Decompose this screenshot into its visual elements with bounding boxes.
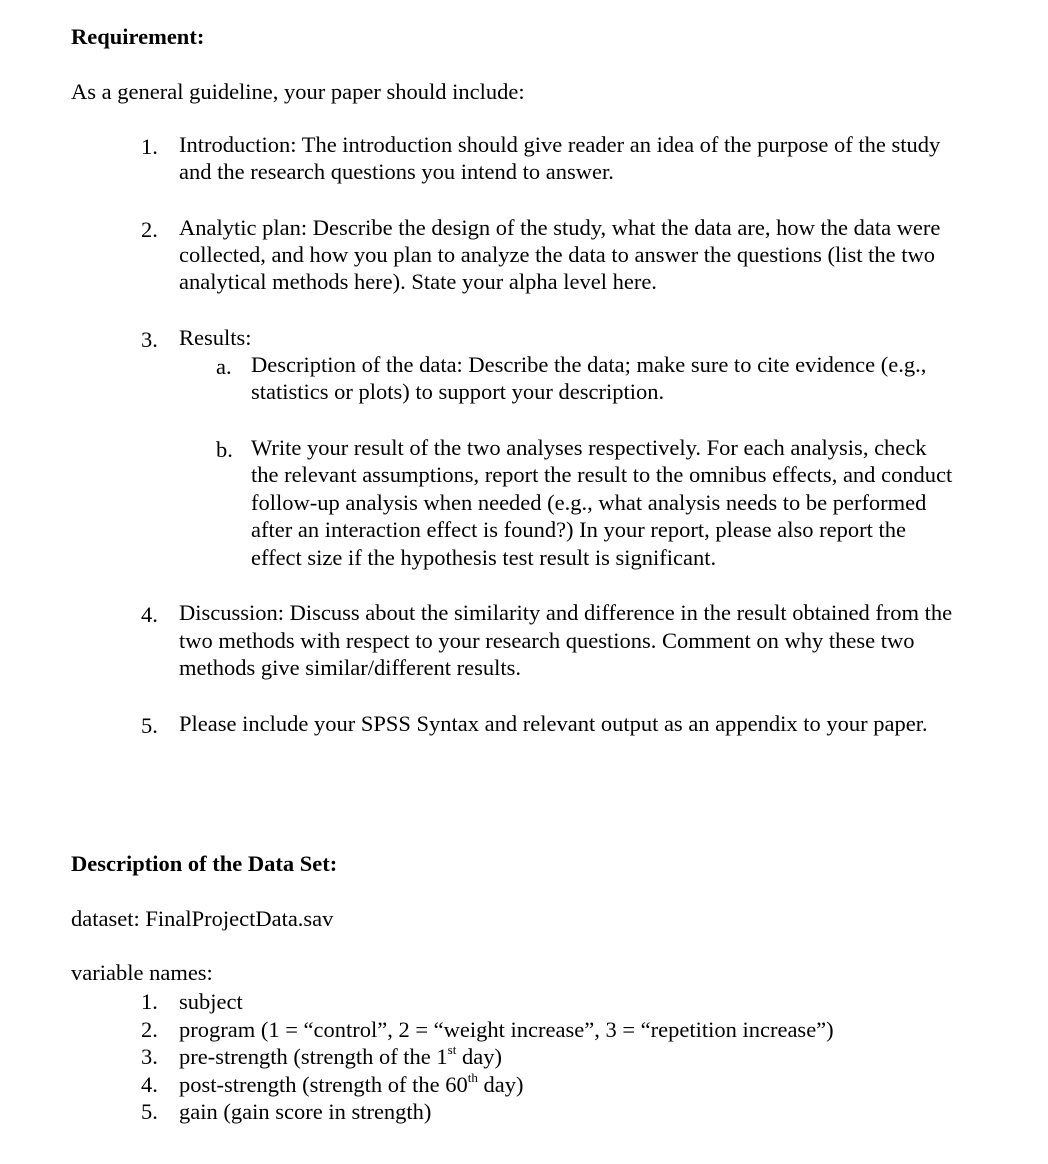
variables-label: variable names: [71, 960, 213, 985]
variable-item: subject [179, 989, 243, 1014]
list-number: 3. [141, 1044, 158, 1069]
list-number: 5. [141, 1099, 158, 1124]
item-text-line: Analytic plan: Describe the design of the study, what the data are, how the data were [179, 215, 941, 240]
variable-text: pre-strength (strength of the 1 [179, 1044, 448, 1069]
item-text-line: Results: [179, 325, 252, 350]
variable-text: post-strength (strength of the 60 [179, 1072, 468, 1097]
ordinal-suffix: st [447, 1041, 457, 1057]
dataset-filename: dataset: FinalProjectData.sav [71, 906, 334, 931]
item-text-line: and the research questions you intend to answer. [179, 159, 614, 184]
list-number: 1. [141, 134, 158, 159]
ordinal-suffix: th [467, 1069, 478, 1085]
variable-text: day) [456, 1044, 502, 1069]
requirement-intro: As a general guideline, your paper should include: [71, 79, 525, 104]
variable-item [179, 1041, 502, 1070]
subitem-text-line: statistics or plots) to support your description. [251, 379, 665, 404]
subitem-text-line: Write your result of the two analyses respectively. For each analysis, check [251, 435, 927, 460]
item-text-line: collected, and how you plan to analyze the data to answer the questions (list the two [179, 242, 936, 267]
subitem-text-line: effect size if the hypothesis test result is significant. [251, 545, 717, 570]
item-text-line: Please include your SPSS Syntax and relevant output as an appendix to your paper. [179, 711, 928, 736]
list-number: 3. [141, 327, 158, 352]
subitem-text-line: follow-up analysis when needed (e.g., what analysis needs to be performed [251, 490, 927, 515]
dataset-heading: Description of the Data Set: [71, 851, 338, 876]
subitem-text-line: Description of the data: Describe the data; make sure to cite evidence (e.g., [251, 352, 927, 377]
list-number: 1. [141, 989, 158, 1014]
list-number: 5. [141, 713, 158, 738]
variable-item [179, 1069, 524, 1098]
list-number: 4. [141, 1072, 158, 1097]
subitem-text-line: the relevant assumptions, report the result to the omnibus effects, and conduct [251, 462, 953, 487]
list-number: 2. [141, 217, 158, 242]
item-text-line: Introduction: The introduction should give reader an idea of the purpose of the study [179, 132, 941, 157]
list-number: 2. [141, 1017, 158, 1042]
variable-item: gain (gain score in strength) [179, 1099, 432, 1124]
item-text-line: two methods with respect to your research questions. Comment on why these two [179, 628, 915, 653]
list-number: 4. [141, 602, 158, 627]
variable-item: program (1 = “control”, 2 = “weight increase”, 3 = “repetition increase”) [179, 1017, 834, 1042]
variable-text: day) [477, 1072, 524, 1097]
item-text-line: methods give similar/different results. [179, 655, 522, 680]
sublist-letter: b. [216, 437, 233, 462]
subitem-text-line: after an interaction effect is found?) In your report, please also report the [251, 517, 906, 542]
item-text-line: Discussion: Discuss about the similarity and difference in the result obtained from the [179, 600, 953, 625]
item-text-line: analytical methods here). State your alpha level here. [179, 269, 657, 294]
requirement-heading: Requirement: [71, 24, 205, 49]
sublist-letter: a. [216, 354, 232, 379]
